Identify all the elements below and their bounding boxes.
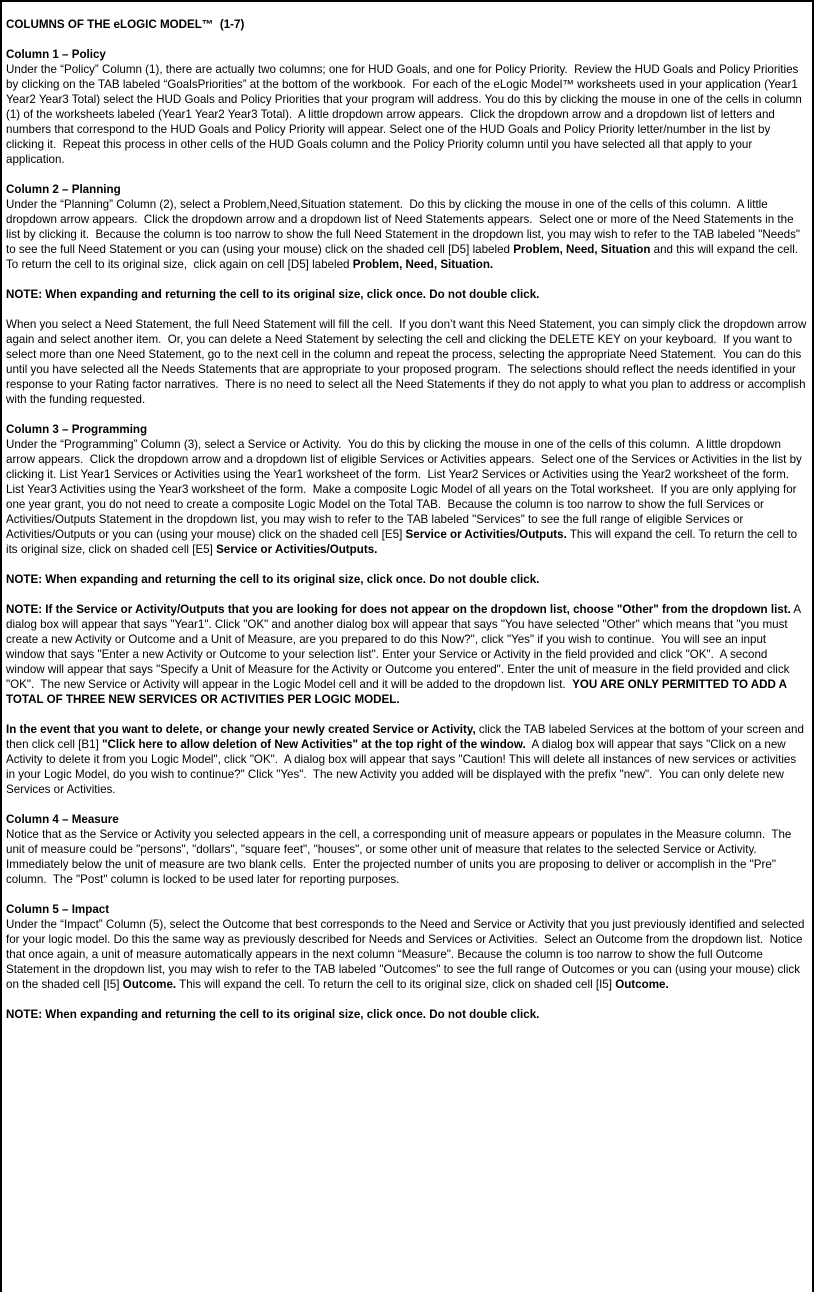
- paragraph: [6, 1007, 807, 1022]
- bold-text-run: Problem, Need, Situation: [513, 243, 651, 256]
- text-run: When you select a Need Statement, the full Need Statement will fill the cell. If you don’t want this Need Statement, you can simply click the dropdown arrow again and select another item. Or, you can delete a Need Statement by selecting the cell and clicking the DELETE KEY on your keyboard. If you want to select more than one Need Statement, go to the next cell in the column and repeat the process, selecting the appropriate Need Statement. You can do this until you have selected all the Needs Statements that are appropriate to your proposed program. The selections should reflect the needs identified in your response to your Rating factor narratives. There is no need to select all the Need Statements if they do not apply to what you plan to address or accomplish with the funding requested.: [6, 318, 810, 406]
- text-run: and this will expand the cell. To return the cell to its original size, click again on cell [D5] labeled: [6, 243, 805, 271]
- paragraph: [6, 197, 807, 272]
- text-run: Under the “Planning” Column (2), select a Problem,Need,Situation statement. Do this by clicking the mouse in one of the cells of this column. A little dropdown arrow appears. Click the dropdown arrow and a dropdown list of Need Statements appears. Select one or more of the Need Statements in the list by clicking it. Because the column is too narrow to show the full Need Statement in the dropdown list, you may wish to refer to the TAB labeled "Needs" to see the full Need Statement or you can (using your mouse) click on the shaded cell [D5] labeled: [6, 198, 804, 256]
- bold-text-run: In the event that you want to delete, or change your newly created Service or Activity,: [6, 723, 476, 736]
- bold-text-run: "Click here to allow deletion of New Activities" at the top right of the window.: [102, 738, 526, 751]
- paragraph: [6, 572, 807, 587]
- bold-text-run: NOTE: When expanding and returning the cell to its original size, click once. Do not double click.: [6, 1008, 540, 1021]
- document-section: [6, 422, 807, 797]
- paragraph: [6, 602, 807, 707]
- bold-text-run: Service or Activities/Outputs.: [216, 543, 378, 556]
- section-heading: Column 5 – Impact: [6, 903, 110, 916]
- document-section: [6, 47, 807, 167]
- paragraph: [6, 62, 807, 167]
- text-run: Under the “Programming” Column (3), select a Service or Activity. You do this by clicking the mouse in one of the cells of this column. A little dropdown arrow appears. Click the dropdown arrow and a dropdown list of eligible Services or Activities appears. Select one of the Services or Activities in the list by clicking it. List Year1 Services or Activities using the Year1 worksheet of the form. List Year2 Services or Activities using the Year2 worksheet of the form. List Year3 Activities using the Year3 worksheet of the form. Make a composite Logic Model of all years on the Total worksheet. If you are only applying for one year grant, you do not need to create a composite Logic Model on the Total TAB. Because the column is too narrow to show the full Services or Activities/Outputs Statement in the dropdown list, you may wish to refer to the TAB labeled "Services" to see the full range of eligible Services or Activities/Outputs or you can (using your mouse) click on the shaded cell [E5]: [6, 438, 806, 541]
- bold-text-run: NOTE: If the Service or Activity/Outputs that you are looking for does not appear on the dropdown list, choose "Other" from the dropdown list.: [6, 603, 791, 616]
- paragraph: [6, 287, 807, 302]
- section-heading: Column 2 – Planning: [6, 183, 121, 196]
- document-title: COLUMNS OF THE eLOGIC MODEL™ (1-7): [6, 18, 245, 31]
- paragraph: [6, 317, 810, 407]
- document-section: [6, 182, 810, 407]
- text-run: Notice that as the Service or Activity you selected appears in the cell, a corresponding unit of measure appears or populates in the Measure column. The unit of measure could be "persons", "dollars", "square feet", "houses", or some other unit of measure that relates to the selected Service or Activity. Immediately below the unit of measure are two blank cells. Enter the projected number of units you are proposing to deliver or accomplish in the "Pre" column. The "Post" column is locked to be used later for reporting purposes.: [6, 828, 795, 886]
- paragraph: [6, 437, 807, 557]
- paragraph: [6, 722, 807, 797]
- document-section: [6, 812, 807, 887]
- document-section: [6, 902, 807, 1022]
- text-run: click the TAB labeled Services at the bottom of your screen and then click cell [B1]: [6, 723, 808, 751]
- bold-text-run: Outcome.: [122, 978, 177, 991]
- bold-text-run: Service or Activities/Outputs.: [405, 528, 567, 541]
- text-run: A dialog box will appear that says "Year1". Click "OK" and another dialog box will appear that says "You have selected "Other" which means that "you must create a new Activity or Outcome and a Unit of Measure, are you prepared to do this Now?", click "Yes" if you wish to continue. You will see an input window that says "Enter a new Activity or Outcome to your selection list". Enter your Service or Activity in the field provided and click "OK". A second window will appear that says "Specify a Unit of Measure for the Activity or Outcome you entered". Enter the unit of measure in the field provided and click "OK". The new Service or Activity will appear in the Logic Model cell and it will be added to the dropdown list.: [6, 603, 804, 691]
- bold-text-run: YOU ARE ONLY PERMITTED TO ADD A TOTAL OF THREE NEW SERVICES OR ACTIVITIES PER LOGIC MODEL.: [6, 678, 790, 706]
- document-body: [6, 47, 810, 1022]
- bold-text-run: Problem, Need, Situation.: [352, 258, 494, 271]
- bold-text-run: NOTE: When expanding and returning the cell to its original size, click once. Do not double click.: [6, 288, 540, 301]
- section-heading: Column 4 – Measure: [6, 813, 119, 826]
- text-run: This will expand the cell. To return the cell to its original size, click on shaded cell [I5]: [176, 978, 616, 991]
- section-heading: Column 1 – Policy: [6, 48, 106, 61]
- text-run: This will expand the cell. To return the cell to its original size, click on shaded cell [E5]: [6, 528, 801, 556]
- paragraph: [6, 917, 807, 992]
- text-run: Under the “Impact” Column (5), select the Outcome that best corresponds to the Need and Service or Activity that you just previously identified and selected for your logic model. Do this the same way as previously described for Needs and Services or Activities. Select an Outcome from the dropdown list. Notice that once again, a unit of measure automatically appears in the next column “Measure". Because the column is too narrow to show the full Outcome Statement in the dropdown list, you may wish to refer to the TAB labeled "Outcomes" to see the full range of Outcomes or you can (using your mouse) click on the shaded cell [I5]: [6, 918, 808, 991]
- text-run: Under the “Policy” Column (1), there are actually two columns; one for HUD Goals, and one for Policy Priority. Review the HUD Goals and Policy Priorities by clicking on the TAB labeled “GoalsPriorities” at the bottom of the workbook. For each of the eLogic Model™ worksheets used in your application (Year1 Year2 Year3 Total) select the HUD Goals and Policy Priorities that your program will address. You do this by clicking the mouse in one of the cells in column (1) of the worksheets labeled (Year1 Year2 Year3 Total). A little dropdown arrow appears. Click the dropdown arrow and a dropdown list of letters and numbers that correspond to the HUD Goals and Policy Priority will appear. Select one of the HUD Goals and Policy Priority letter/number in the list by clicking it. Repeat this process in other cells of the HUD Goals column and the Policy Priority column until you have selected all that apply to your application.: [6, 63, 806, 166]
- bold-text-run: NOTE: When expanding and returning the cell to its original size, click once. Do not double click.: [6, 573, 540, 586]
- paragraph: [6, 827, 807, 887]
- text-run: A dialog box will appear that says "Click on a new Activity to delete it from you Logic Model", click "OK". A dialog box will appear that says "Caution! This will delete all instances of new services or activities in your Logic Model, do you wish to continue?" Click "Yes". The new Activity you added will be displayed with the prefix "new". You can only delete new Services or Activities.: [6, 738, 800, 796]
- section-heading: Column 3 – Programming: [6, 423, 148, 436]
- bold-text-run: Outcome.: [615, 978, 669, 991]
